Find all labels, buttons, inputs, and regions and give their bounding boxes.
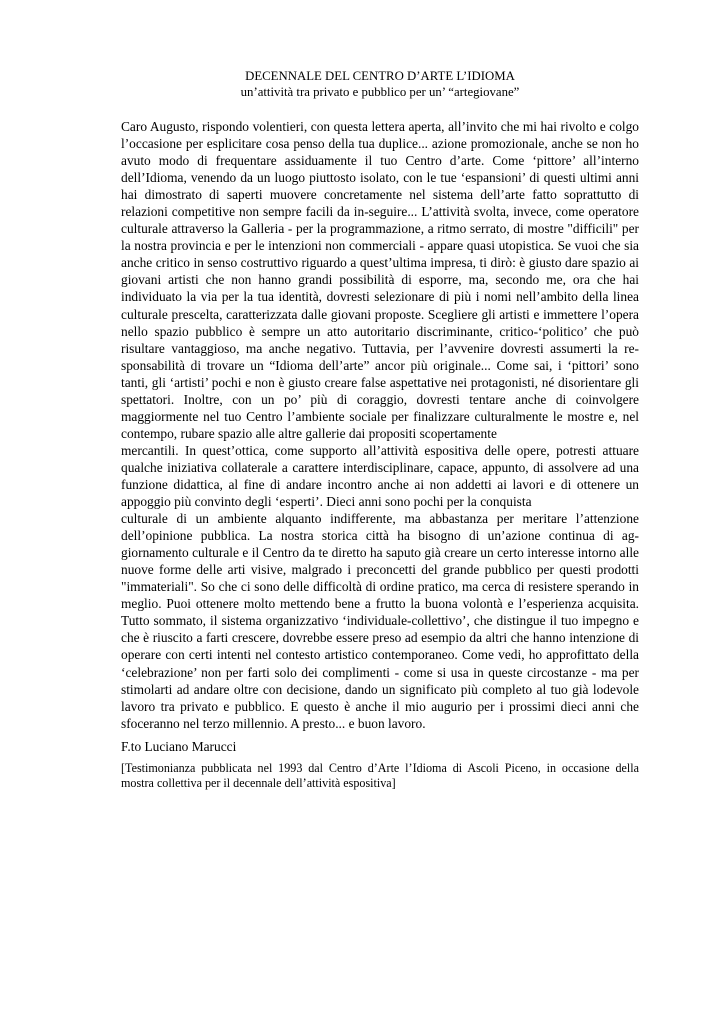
letter-line: la nostra provincia e per le intenzioni non commerciali - appare quasi utopistica. Se vuoi che sia: [121, 238, 639, 254]
letter-line: maggiormente nel tuo Centro l’ambiente sociale per finalizzare culturalmente le mostre e, nel: [121, 408, 639, 424]
letter-line: avuto modo di frequentare assiduamente il tuo Centro d’arte. Come ‘pittore’ all’interno: [121, 153, 639, 169]
letter-line: culturale di un ambiente alquanto indifferente, ma abbastanza per meritare l’attenzione: [121, 511, 639, 527]
letter-body: [121, 118, 639, 732]
letter-line: dell’opinione pubblica. La nostra storica città ha bisogno di un’azione continua di ag-: [121, 528, 639, 544]
letter-line: risultare vantaggioso, ma anche negativo. Tuttavia, per l’avvenire dovresti assumerti la re-: [121, 340, 639, 356]
letter-line: meglio. Puoi ottenere molto mettendo bene a frutto la buona volontà e l’esperienza acquisita.: [121, 596, 639, 612]
title-subtitle: un’attività tra privato e pubblico per un’ “artegiovane”: [240, 85, 520, 99]
letter-line: contempo, rubare spazio alle altre gallerie dai propositi scopertamente: [121, 425, 497, 441]
note-line: mostra collettiva per il decennale dell’attività espositiva]: [121, 776, 396, 791]
letter-line: giornamento culturale e il Centro da te diretto ha saputo già creare un certo interesse intorno alle: [121, 545, 639, 561]
letter-line: sfoceranno nel terzo millennio. A presto... e buon lavoro.: [121, 715, 426, 731]
letter-line: "immateriali". So che ci sono delle difficoltà di ordine pratico, ma cerca di resistere sperando in: [121, 579, 639, 595]
letter-line: spettatori. Inoltre, con un po’ più di coraggio, dovresti tentare anche di coinvolgere: [121, 391, 639, 407]
letter-line: hai dimostrato di saperti muovere concretamente nel sistema dell’arte fatto soprattutto di: [121, 187, 639, 203]
letter-line: individuato la via per la tua identità, dovresti selezionare di più i nomi nell’ambito della linea: [121, 289, 639, 305]
publication-note: [121, 761, 639, 792]
letter-line: Tutto sommato, il sistema organizzativo ‘individuale-collettivo’, che distingue il tuo impegno e: [121, 613, 639, 629]
letter-line: ‘celebrazione’ non per farti solo dei complimenti - come si usa in queste circostanze - ma per: [121, 664, 639, 680]
letter-line: Caro Augusto, rispondo volentieri, con questa lettera aperta, all’invito che mi hai rivolto e colgo: [121, 119, 639, 134]
letter-line: nuove forme delle arti visive, malgrado i preconcetti del grande pubblico per questi prodotti: [121, 562, 639, 578]
letter-line: nello spazio pubblico è sempre un atto autoritario discriminante, critico-‘politico’ che può: [121, 323, 639, 339]
document-page: [121, 68, 639, 792]
letter-line: giovani artisti che non hanno grandi possibilità di esporre, ma, secondo me, ora che hai: [121, 272, 639, 288]
letter-line: l’occasione per esplicitare cosa penso della tua duplice... azione promozionale, anche se non ho: [121, 136, 639, 152]
signature: F.to Luciano Marucci: [121, 738, 237, 754]
letter-line: operare con certi intenti nel contesto artistico contemporaneo. Come vedi, ho approfittato della: [121, 647, 639, 663]
letter-line: relazioni competitive non sempre facili da in-seguire... L’attività svolta, invece, come operatore: [121, 204, 639, 220]
document-title: [121, 68, 639, 100]
letter-line: anche critico in senso costruttivo riguardo a quest’ultima impresa, ti dirò: è giusto dare spazio ai: [121, 255, 639, 271]
letter-line: lavoro tra privato e pubblico. E questo è anche il mio augurio per i prossimi dieci anni che: [121, 698, 639, 714]
letter-line: culturale attraverso la Galleria - per la programmazione, a ritmo serrato, di mostre "difficili" per: [121, 221, 639, 237]
letter-line: dell’Idioma, venendo da un luogo piuttosto isolato, con le tue ‘espansioni’ di questi ultimi anni: [121, 170, 639, 186]
letter-line: mercantili. In quest’ottica, come supporto all’attività espositiva delle opere, potresti attuare: [121, 442, 639, 458]
note-line: [Testimonianza pubblicata nel 1993 dal Centro d’Arte l’Idioma di Ascoli Piceno, in occasione della: [121, 760, 639, 775]
letter-line: qualche iniziativa collaterale a carattere interdisciplinare, capace, appunto, di assolvere ad una: [121, 459, 639, 475]
letter-line: stimolarti ad andare oltre con decisione, dando un significato più completo al tuo già lodevole: [121, 681, 639, 697]
letter-line: appoggio più convinto degli ‘esperti’. Dieci anni sono pochi per la conquista: [121, 494, 532, 510]
letter-line: funzione didattica, al fine di andare incontro anche ai non addetti ai lavori e di ottenere un: [121, 476, 639, 492]
letter-line: sponsabilità di trovare un “Idioma dell’arte” ancor più originale... Come sai, i ‘pittori’ sono: [121, 357, 639, 373]
title-main: DECENNALE DEL CENTRO D’ARTE L’IDIOMA: [245, 69, 515, 83]
letter-line: che è riuscito a farti crescere, dovrebbe essere preso ad esempio da altri che hanno intenzione di: [121, 630, 639, 646]
letter-line: culturale prescelta, caratterizzata dalle giovani proposte. Scegliere gli artisti e immettere l’opera: [121, 306, 639, 322]
letter-line: tanti, gli ‘artisti’ pochi e non è giusto creare false aspettative nei protagonisti, né disorientare gli: [121, 374, 639, 390]
